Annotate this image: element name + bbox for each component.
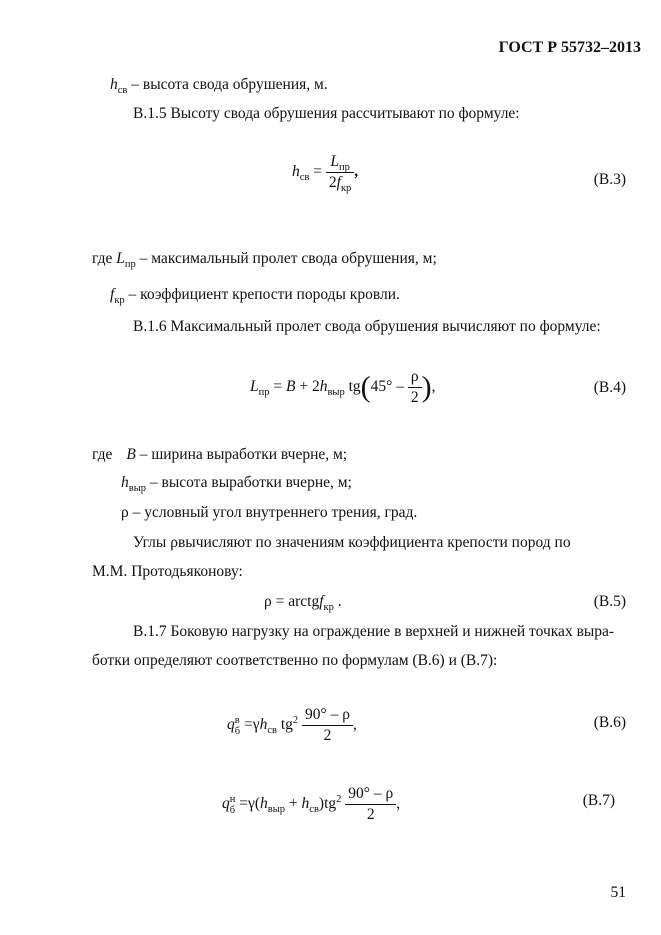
formula-b5 xyxy=(264,593,342,611)
formula-b3-eq: = xyxy=(313,163,322,181)
formula-b3-den-f: f xyxy=(336,174,341,191)
lpr-subscript: пр xyxy=(124,259,136,270)
fkr-symbol: f xyxy=(110,286,115,303)
b-text: – ширина выработки вчерне, м; xyxy=(135,446,348,463)
formula-b4-lhs-sub: пр xyxy=(258,387,270,399)
formula-b7-num: 90° – ρ xyxy=(345,784,396,805)
formula-b4-plus: + xyxy=(299,378,309,396)
hvyr-text: – высота выработки вчерне, м; xyxy=(146,474,352,491)
formula-b3-lhs-sub: св xyxy=(299,172,310,184)
formula-b7-den: 2 xyxy=(366,806,375,823)
formula-b6-label: (В.6) xyxy=(593,714,626,731)
formula-b4-minus: – xyxy=(396,378,404,396)
formula-b5-f-sub: кр xyxy=(323,602,334,613)
formula-b4-rho-num: ρ xyxy=(408,367,422,388)
formula-b3-num-sub: пр xyxy=(338,162,350,173)
formula-b4-h-sub: выр xyxy=(327,387,345,399)
formula-b6-h-sub: св xyxy=(267,725,277,737)
rho-symbol: ρ xyxy=(121,504,129,521)
lpr-definition xyxy=(92,250,437,268)
hvyr-symbol: h xyxy=(121,474,129,491)
b-symbol: B xyxy=(126,446,136,463)
formula-b7-h2-sub: св xyxy=(309,804,319,816)
formula-b6-fraction xyxy=(302,705,353,746)
hvyr-definition xyxy=(121,474,352,492)
angles-paragraph-cont: М.М. Протодьяконову: xyxy=(92,563,243,580)
formula-b7-gamma: γ( xyxy=(248,795,261,813)
formula-b5-label: (В.5) xyxy=(593,593,626,610)
hsv-subscript: св xyxy=(117,85,128,96)
formula-b7-h2: h xyxy=(301,795,310,813)
formula-b4-lhs: L xyxy=(250,378,259,396)
formula-b3-numerator xyxy=(326,152,354,173)
formula-b4-rparen: ) xyxy=(421,370,432,404)
document-header: ГОСТ Р 55732–2013 xyxy=(498,39,641,56)
formula-b7 xyxy=(222,784,400,825)
formula-b6-gamma: γ xyxy=(252,716,260,734)
formula-b7-tg: tg xyxy=(324,795,337,813)
formula-b4-two: 2 xyxy=(311,378,320,396)
formula-b7-fraction xyxy=(345,784,396,825)
paragraph-b15: В.1.5 Высоту свода обрушения рассчитывают по формуле: xyxy=(133,105,520,122)
formula-b7-q-indices xyxy=(230,794,236,816)
formula-b4 xyxy=(250,367,436,408)
formula-b6-tail: , xyxy=(352,716,357,734)
formula-b4-deg45: 45° xyxy=(370,378,393,396)
formula-b3-num-l: L xyxy=(330,153,339,170)
hsv-definition xyxy=(110,76,328,94)
where-word-2: где xyxy=(92,446,113,463)
formula-b3-denominator xyxy=(326,173,354,193)
formula-b7-plus: + xyxy=(288,795,298,813)
formula-b3-den-2: 2 xyxy=(328,174,337,191)
angles-paragraph xyxy=(133,534,571,552)
formula-b6-eq: = xyxy=(243,716,253,734)
formula-b6-num: 90° – ρ xyxy=(302,705,353,726)
formula-b6-den: 2 xyxy=(323,727,332,744)
formula-b3-label: (В.3) xyxy=(593,171,626,188)
formula-b5-f: f xyxy=(319,593,324,610)
angles-text-a: Углы xyxy=(133,534,171,551)
formula-b3-lhs: h xyxy=(292,163,300,181)
lpr-text: – максимальный пролет свода обрушения, м; xyxy=(135,250,437,267)
formula-b6-q-indices xyxy=(235,715,240,737)
formula-b4-b: B xyxy=(286,378,296,396)
formula-b7-h1-sub: выр xyxy=(267,804,286,816)
formula-b4-tail: , xyxy=(431,378,436,396)
paragraph-b17: В.1.7 Боковую нагрузку на ограждение в верхней и нижней точках выра- xyxy=(133,623,615,640)
formula-b4-rho-den: 2 xyxy=(410,389,419,406)
fkr-subscript: кр xyxy=(114,295,125,306)
formula-b7-eq: = xyxy=(239,795,248,813)
formula-b3-den-sub: кр xyxy=(340,183,352,194)
lpr-symbol: L xyxy=(116,250,125,267)
formula-b7-tg-sup: 2 xyxy=(336,794,342,806)
paragraph-b17-cont: ботки определяют соответственно по формулам (В.6) и (В.7): xyxy=(92,652,498,669)
formula-b5-tail: . xyxy=(337,593,342,610)
formula-b4-label: (В.4) xyxy=(593,379,626,396)
formula-b4-eq: = xyxy=(273,378,283,396)
rho-definition xyxy=(121,504,417,522)
formula-b7-tail: , xyxy=(396,795,401,813)
formula-b6-tg: tg xyxy=(280,716,293,734)
page-number: 51 xyxy=(610,884,626,901)
formula-b3 xyxy=(292,152,358,193)
formula-b6-q: q xyxy=(227,716,235,734)
angles-rho: ρ xyxy=(170,534,178,551)
hvyr-subscript: выр xyxy=(128,483,147,494)
formula-b5-rho: ρ xyxy=(264,593,272,610)
formula-b6-tg-sup: 2 xyxy=(292,715,299,727)
formula-b7-h1: h xyxy=(260,795,268,813)
rho-text: – условный угол внутреннего трения, град. xyxy=(128,504,418,521)
fkr-text: – коэффициент крепости породы кровли. xyxy=(124,286,400,303)
formula-b7-q: q xyxy=(222,795,230,813)
hsv-symbol: h xyxy=(110,76,118,93)
formula-b6-q-sub: б xyxy=(234,725,241,737)
formula-b3-tail: , xyxy=(354,163,359,181)
formula-b7-q-sup: н xyxy=(229,793,236,805)
formula-b4-h: h xyxy=(319,378,328,396)
b-definition xyxy=(92,446,347,464)
formula-b5-eq: = xyxy=(275,593,285,610)
fkr-definition xyxy=(110,286,400,304)
formula-b6-h: h xyxy=(259,716,268,734)
formula-b7-q-sub: б xyxy=(229,804,236,816)
formula-b3-fraction xyxy=(326,152,354,193)
formula-b7-close: ) xyxy=(318,795,325,813)
formula-b7-label: (В.7) xyxy=(582,792,615,809)
formula-b5-arctg: arctg xyxy=(288,593,320,610)
hsv-text: – высота свода обрушения, м. xyxy=(127,76,328,93)
formula-b4-lparen: ( xyxy=(360,370,371,404)
paragraph-b16: В.1.6 Максимальный пролет свода обрушения вычисляют по формуле: xyxy=(133,318,601,335)
formula-b4-fraction xyxy=(408,367,422,408)
angles-text-b: вычисляют по значениям коэффициента крепости пород по xyxy=(177,534,571,551)
where-word: где xyxy=(92,250,117,267)
formula-b4-tg: tg xyxy=(348,378,361,396)
formula-b6 xyxy=(227,705,357,746)
formula-b6-q-sup: в xyxy=(234,714,240,726)
